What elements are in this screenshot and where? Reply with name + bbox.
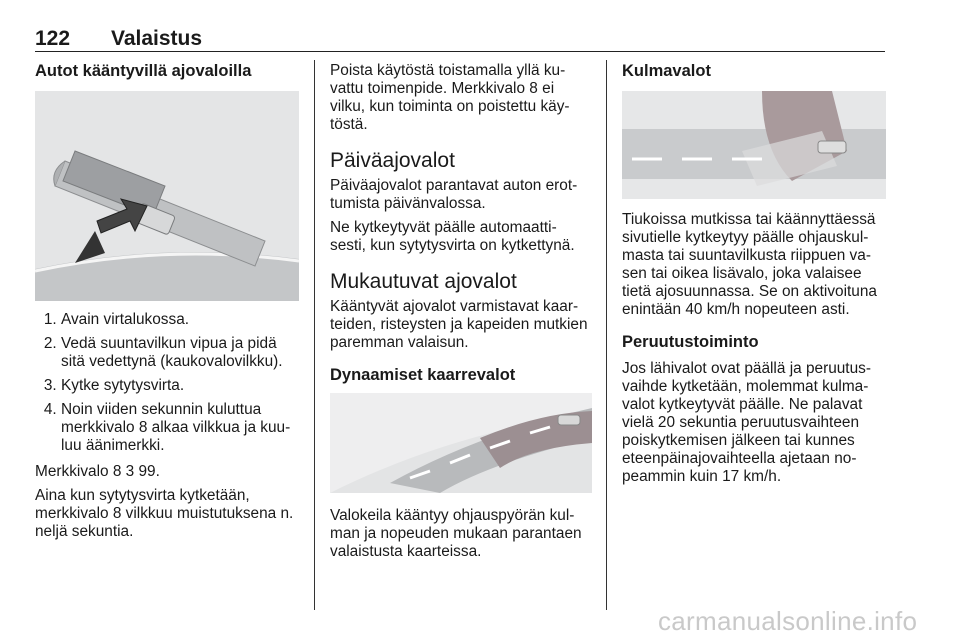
turn-signal-lever-illustration	[35, 91, 299, 301]
heading-adaptive-cars: Autot kääntyvillä ajovaloilla	[35, 62, 252, 80]
paragraph: Aina kun sytytysvirta kytketään, merkkivalo 8 vilkkuu muistutuksena n. neljä sekuntia.	[35, 487, 294, 540]
section-title: Valaistus	[111, 27, 203, 50]
column-2	[330, 62, 592, 567]
heading-dynamic-curve-lights: Dynaamiset kaarrevalot	[330, 366, 516, 384]
paragraph: Poista käytöstä toistamalla yllä ku-vattu toimenpide. Merkkivalo 8 ei vilku, kun toiminta on poistettu käy-töstä.	[330, 62, 570, 133]
column-1	[35, 62, 299, 547]
list-item: 4. Noin viiden sekunnin kuluttua merkkivalo 8 alkaa vilkkua ja kuu-luu äänimerkki.	[61, 401, 299, 455]
paragraph: Tiukoissa mutkissa tai käännyttäessä sivutielle kytkeytyy päälle ohjauskul-masta tai suuntavilkusta riippuen va-sen tai oikea lisävalo, joka valaisee tietä ajosuunnassa. Se on aktivoituna enintään 40 km/h nopeuteen asti.	[622, 211, 877, 318]
column-3	[622, 62, 887, 492]
page-number: 122	[35, 27, 71, 50]
paragraph: Jos lähivalot ovat päällä ja peruutus-vaihde kytketään, molemmat kulma-valot kytkeytyvät päälle. Ne palavat vielä 20 sekuntia peruutusvaihteen poiskytkemisen jälkeen tai kunnes eteenpäinajovaihteella ajetaan no-peammin kuin 17 km/h.	[622, 360, 871, 485]
heading-daytime-lights: Päiväajovalot	[330, 149, 455, 172]
steps-list	[35, 311, 299, 455]
paragraph: Ne kytkeytyvät päälle automaatti-sesti, kun sytytysvirta on kytkettynä.	[330, 219, 575, 254]
list-item: 3. Kytke sytytysvirta.	[61, 377, 299, 395]
column-divider	[606, 60, 607, 610]
indicator-reference: Merkkivalo 8 3 99.	[35, 463, 160, 480]
heading-reverse-function: Peruutustoiminto	[622, 333, 759, 351]
corner-light-illustration	[622, 91, 886, 199]
heading-corner-lights: Kulmavalot	[622, 62, 711, 80]
curve-light-illustration	[330, 393, 592, 493]
paragraph: Kääntyvät ajovalot varmistavat kaar-teiden, risteysten ja kapeiden mutkien paremman valaisun.	[330, 298, 588, 351]
list-item: 1. Avain virtalukossa.	[61, 311, 299, 329]
list-item: 2. Vedä suuntavilkun vipua ja pidä sitä vedettynä (kaukovalovilkku).	[61, 335, 299, 371]
heading-adaptive-lights: Mukautuvat ajovalot	[330, 270, 517, 293]
column-divider	[314, 60, 315, 610]
watermark: carmanualsonline.info	[658, 606, 918, 636]
page-header	[35, 27, 885, 52]
paragraph: Valokeila kääntyy ohjauspyörän kul-man ja nopeuden mukaan parantaen valaistusta kaarteissa.	[330, 507, 582, 560]
paragraph: Päiväajovalot parantavat auton erot-tumista päivänvalossa.	[330, 177, 578, 212]
